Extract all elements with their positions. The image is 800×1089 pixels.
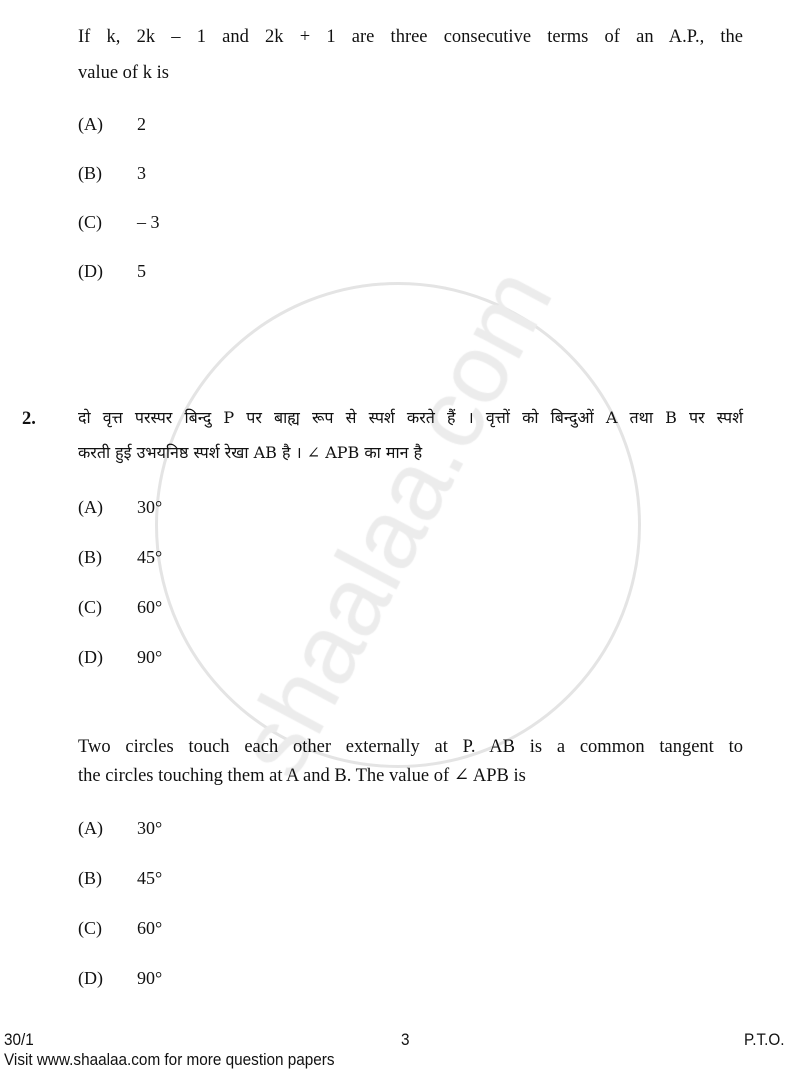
q1-text-line2: value of k is: [78, 63, 169, 83]
option-label: (D): [78, 968, 103, 988]
option-label: (D): [78, 261, 103, 281]
option-value: 90°: [137, 968, 163, 988]
q2-english-line2: the circles touching them at A and B. The value of ∠ APB is: [78, 766, 526, 786]
option-label: (A): [78, 497, 103, 517]
option-value: – 3: [137, 212, 160, 232]
option-value: 90°: [137, 647, 163, 667]
footer-page-number: 3: [401, 1030, 410, 1049]
option-label: (B): [78, 163, 102, 183]
footer-code: 30/1: [4, 1030, 34, 1049]
option-label: (B): [78, 547, 102, 567]
q2-english-line1: Two circles touch each other externally at P. AB is a common tangent to: [78, 737, 743, 757]
option-value: 60°: [137, 918, 163, 938]
option-value: 2: [137, 114, 146, 134]
footer-pto: P.T.O.: [744, 1030, 785, 1049]
option-value: 45°: [137, 868, 163, 888]
option-value: 45°: [137, 547, 163, 567]
option-label: (D): [78, 647, 103, 667]
option-label: (C): [78, 212, 102, 232]
q2-hindi-line1: दो वृत्त परस्पर बिन्दु P पर बाह्य रूप से स्पर्श करते हैं । वृत्तों को बिन्दुओं A तथा B पर स्पर्श: [78, 408, 743, 427]
q1-text-line1: If k, 2k – 1 and 2k + 1 are three consecutive terms of an A.P., the: [78, 27, 743, 47]
option-label: (B): [78, 868, 102, 888]
option-value: 60°: [137, 597, 163, 617]
footer-visit-link[interactable]: Visit www.shaalaa.com for more question papers: [4, 1050, 335, 1069]
q2-number: 2.: [22, 409, 36, 429]
option-label: (A): [78, 114, 103, 134]
option-value: 5: [137, 261, 146, 281]
option-value: 30°: [137, 497, 163, 517]
option-label: (C): [78, 597, 102, 617]
option-value: 3: [137, 163, 146, 183]
option-label: (A): [78, 818, 103, 838]
q2-hindi-line2: करती हुई उभयनिष्ठ स्पर्श रेखा AB है । ∠ APB का मान है: [78, 443, 423, 462]
option-label: (C): [78, 918, 102, 938]
option-value: 30°: [137, 818, 163, 838]
